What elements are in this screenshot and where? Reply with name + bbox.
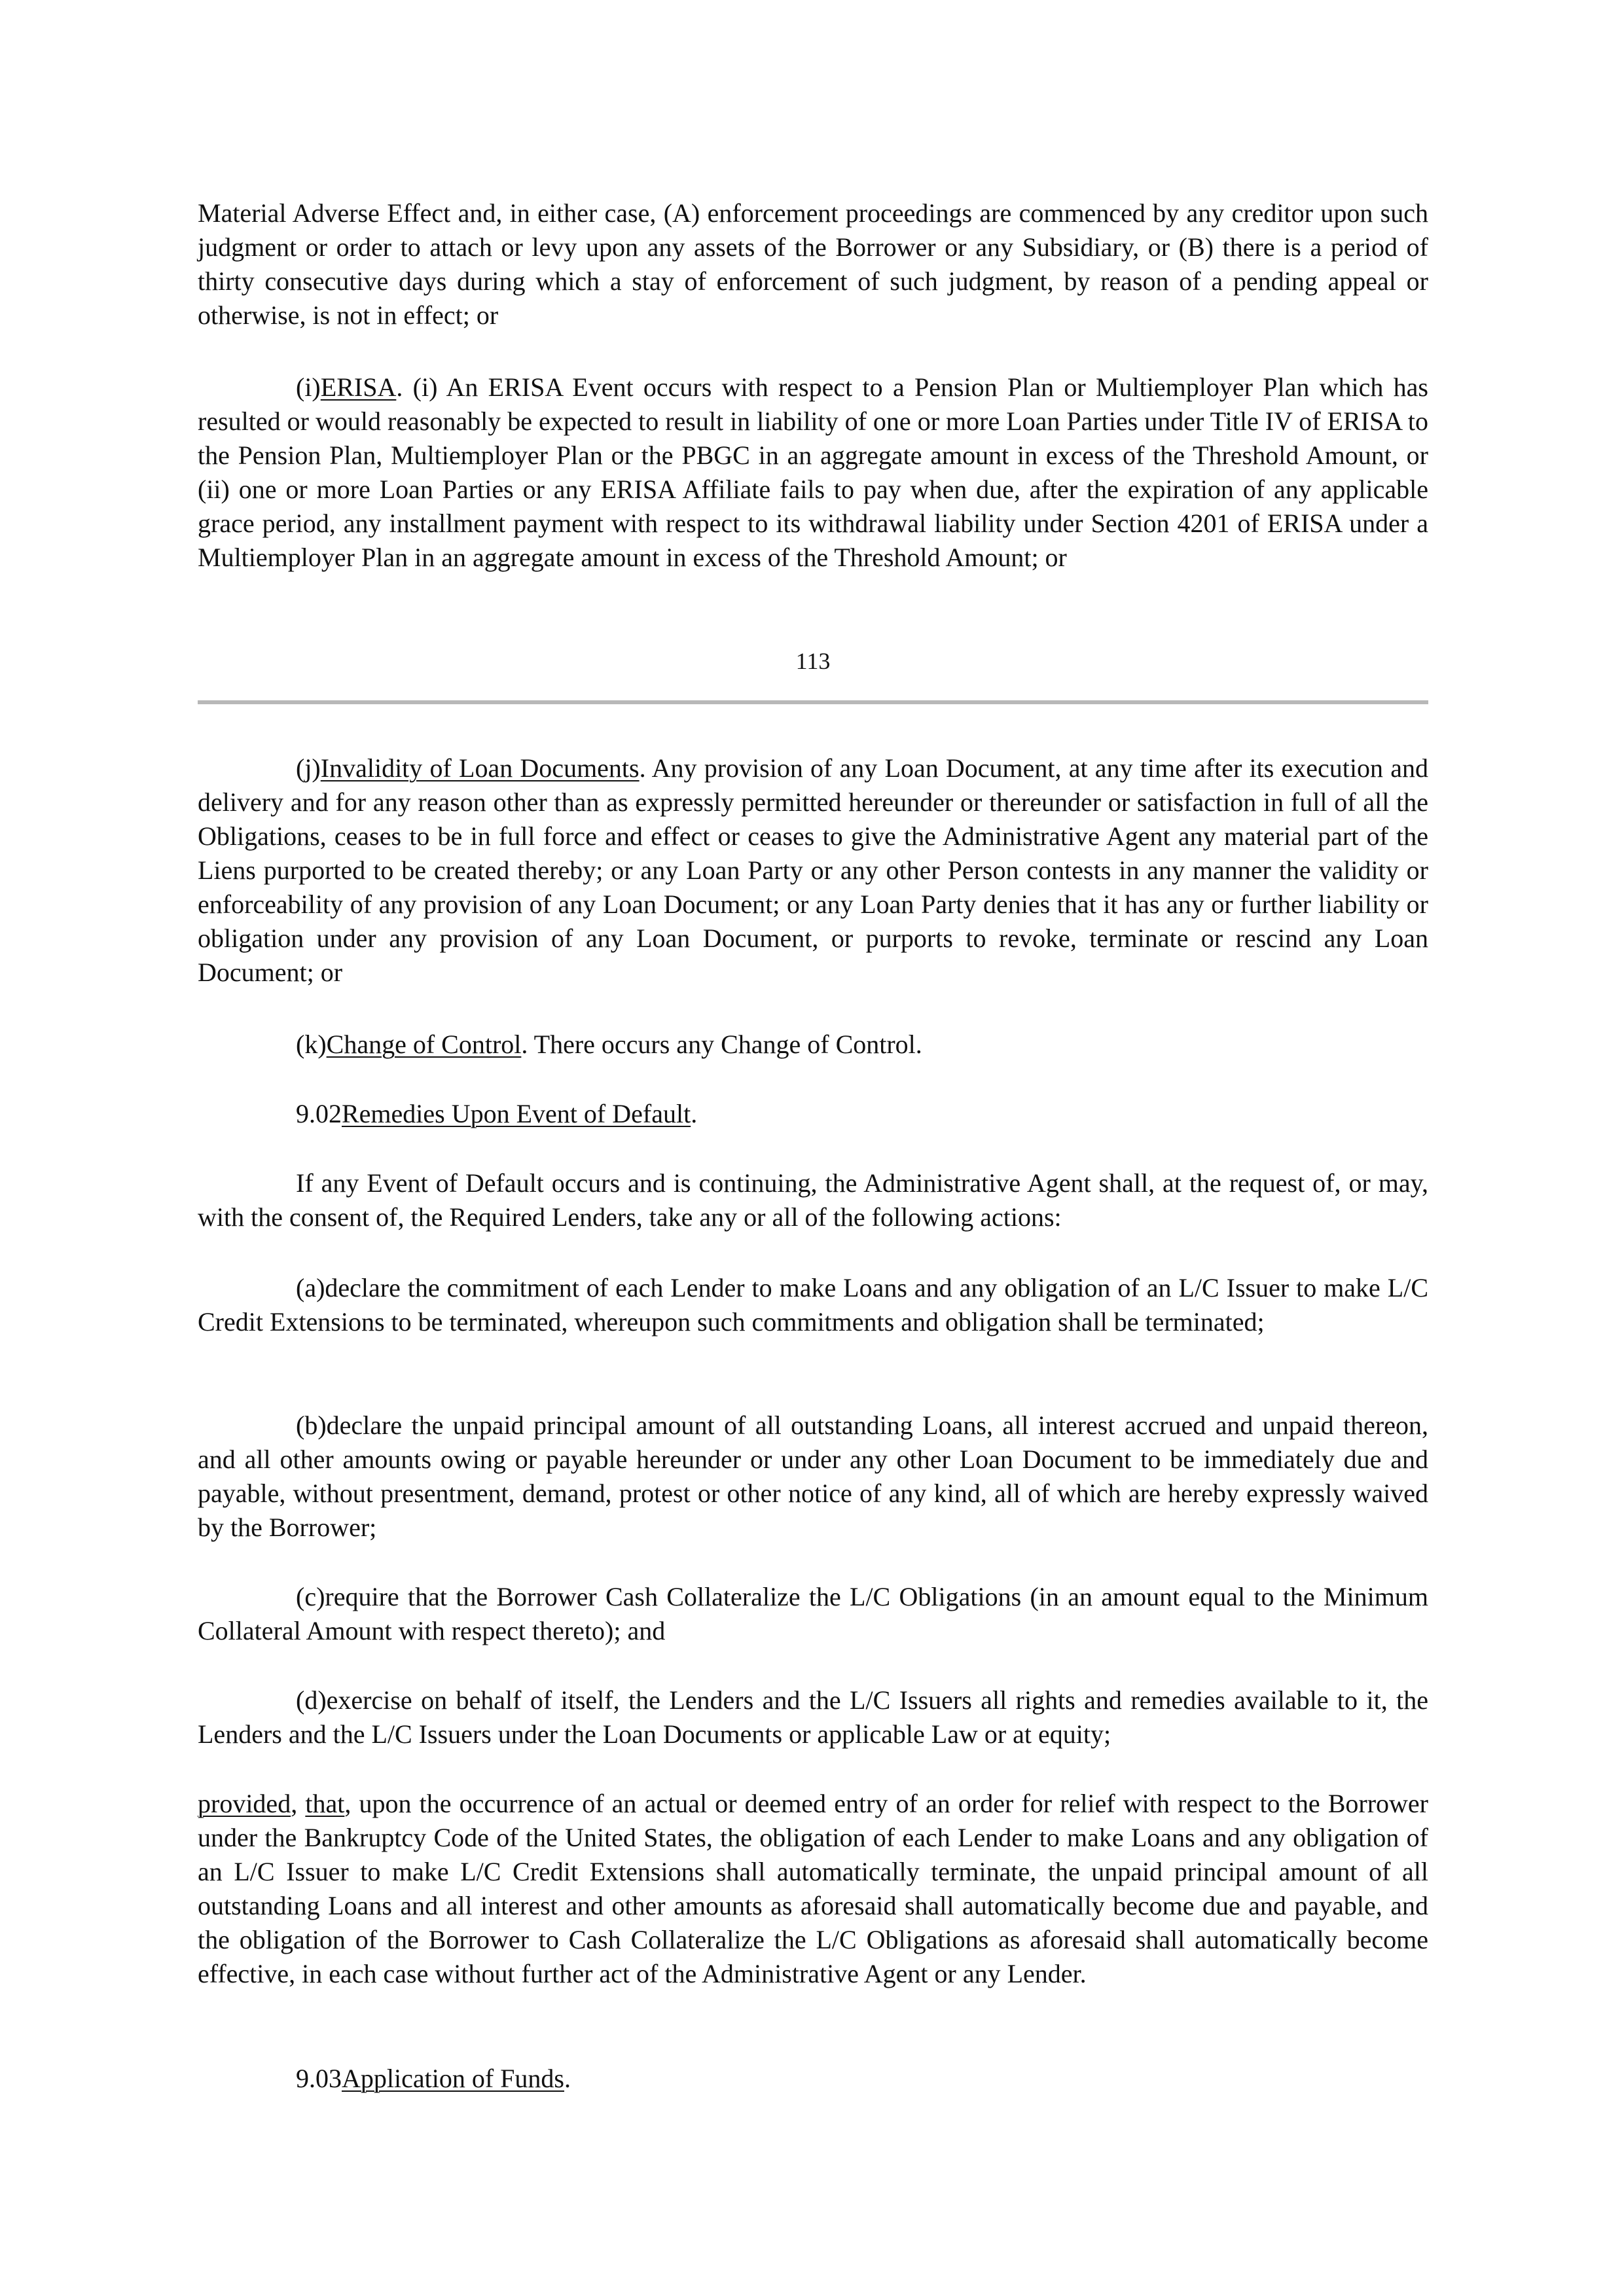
section-title-period: . [564,2064,571,2093]
paragraph-a [198,1271,1428,1339]
section-heading-9-03 [198,2062,1428,2096]
clause-label: (c) [296,1582,325,1611]
paragraph-k-change-of-control [198,1028,1428,1062]
paragraph-b [198,1408,1428,1545]
clause-label: (d) [296,1685,327,1715]
clause-label: (i) [296,372,321,402]
paragraph-i-erisa [198,370,1428,575]
paragraph-j-invalidity [198,751,1428,990]
paragraph-proviso [198,1787,1428,1991]
clause-label: (k) [296,1030,327,1059]
clause-label: (a) [296,1273,325,1302]
clause-label: (b) [296,1410,327,1440]
section-number: 9.03 [296,2064,342,2093]
page-break-divider [198,700,1428,704]
section-title-period: . [691,1099,698,1128]
paragraph-text: declare the commitment of each Lender to make Loans and any obligation of an L/C Issuer to make L/C Credit Extensions to be terminated, whereupon such commitments and obligation shall be terminated; [198,1273,1428,1336]
paragraph-text: . There occurs any Change of Control. [521,1030,922,1059]
paragraph-text: . (i) An ERISA Event occurs with respect to a Pension Plan or Multiemployer Plan which has resulted or would reasonably be expected to result in liability of one or more Loan Parties under Title IV of ERISA to the Pension Plan, Multiemployer Plan or the PBGC in an aggregate amount in excess of the Threshold Amount, or (ii) one or more Loan Parties or any ERISA Affiliate fails to pay when due, after the expiration of any applicable grace period, any installment payment with respect to its withdrawal liability under Section 4201 of ERISA under a Multiemployer Plan in an aggregate amount in excess of the Threshold Amount; or [198,372,1428,572]
clause-heading: Change of Control [326,1030,522,1059]
paragraph-d [198,1683,1428,1751]
section-heading-9-02 [198,1097,1428,1131]
proviso-separator: , [291,1789,306,1818]
paragraph-h-continuation [198,196,1428,332]
section-title: Remedies Upon Event of Default [342,1099,691,1128]
section-number: 9.02 [296,1099,342,1128]
paragraph-text: . Any provision of any Loan Document, at any time after its execution and delivery and for any reason other than as expressly permitted hereunder or thereunder or satisfaction in full of all the Obligations, ceases to be in full force and effect or ceases to give the Administrative Agent any material part of the Liens purported to be created thereby; or any Loan Party or any other Person contests in any manner the validity or enforceability of any provision of any Loan Document; or any Loan Party denies that it has any or further liability or obligation under any provision of any Loan Document, or purports to revoke, terminate or rescind any Loan Document; or [198,753,1428,987]
clause-label: (j) [296,753,321,783]
proviso-word: that [305,1789,345,1818]
paragraph-text: require that the Borrower Cash Collateralize the L/C Obligations (in an amount equal to the Minimum Collateral Amount with respect thereto); and [198,1582,1428,1645]
paragraph-text: , upon the occurrence of an actual or deemed entry of an order for relief with respect to the Borrower under the Bankruptcy Code of the United States, the obligation of each Lender to make Loans and any obligation of an L/C Issuer to make L/C Credit Extensions shall automatically terminate, the unpaid principal amount of all outstanding Loans and all interest and other amounts as aforesaid shall automatically become due and payable, and the obligation of the Borrower to Cash Collateralize the L/C Obligations as aforesaid shall automatically become effective, in each case without further act of the Administrative Agent or any Lender. [198,1789,1429,1988]
paragraph-9-02-intro [198,1166,1428,1234]
page-number: 113 [795,648,831,674]
paragraph-c [198,1580,1428,1648]
section-title: Application of Funds [342,2064,564,2093]
clause-heading: ERISA [320,372,397,402]
paragraph-text: declare the unpaid principal amount of all outstanding Loans, all interest accrued and unpaid thereon, and all other amounts owing or payable hereunder or under any other Loan Document to be immediately due and payable, without presentment, demand, protest or other notice of any kind, all of which are hereby expressly waived by the Borrower; [198,1410,1428,1542]
clause-heading: Invalidity of Loan Documents [320,753,640,783]
proviso-word: provided [198,1789,291,1818]
paragraph-text: Material Adverse Effect and, in either case, (A) enforcement proceedings are commenced by any creditor upon such judgment or order to attach or levy upon any assets of the Borrower or any Subsidiary, or (B) there is a period of thirty consecutive days during which a stay of enforcement of such judgment, by reason of a pending appeal or otherwise, is not in effect; or [198,198,1428,330]
paragraph-text: If any Event of Default occurs and is continuing, the Administrative Agent shall, at the request of, or may, with the consent of, the Required Lenders, take any or all of the following actions: [198,1168,1428,1232]
paragraph-text: exercise on behalf of itself, the Lenders and the L/C Issuers all rights and remedies available to it, the Lenders and the L/C Issuers under the Loan Documents or applicable Law or at equity; [198,1685,1428,1749]
